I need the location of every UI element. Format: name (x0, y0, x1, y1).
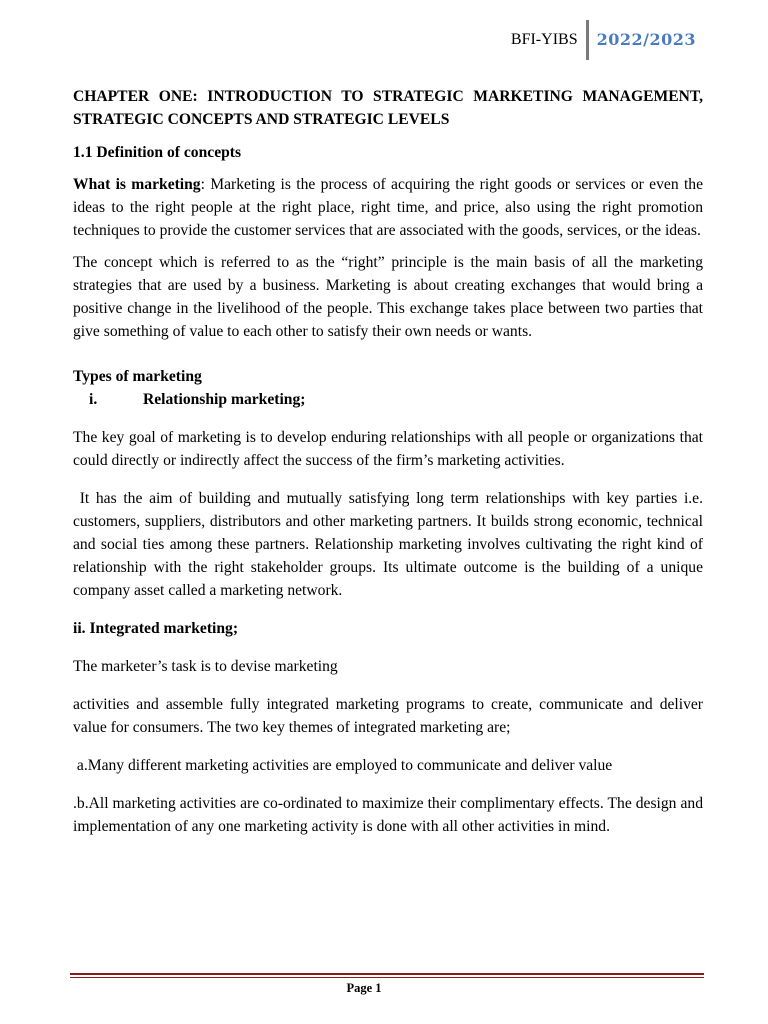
document-body (73, 85, 707, 838)
relationship-paragraph-2: It has the aim of building and mutually satisfying long term relationships with key parties i.e. customers, suppliers, distributors and other marketing partners. It builds strong economic, technical and social ties among these partners. Relationship marketing involves cultivating the right kind of relationship with the right stakeholder groups. Its ultimate outcome is the building of a unique company asset called a marketing network. (73, 490, 707, 599)
right-principle-paragraph: The concept which is referred to as the “right” principle is the main basis of all the marketing strategies that are used by a business. Marketing is about creating exchanges that would bring a positive change in the livelihood of the people. This exchange takes place between two parties that give something of value to each other to satisfy their own needs or wants. (73, 254, 703, 340)
list-item-relationship (73, 388, 703, 411)
term-what-is-marketing: What is marketing (73, 176, 201, 193)
definition-paragraph (73, 173, 703, 242)
footer-rule-thin (70, 977, 704, 978)
definition-text: : Marketing is the process of acquiring the right goods or services or even the ideas to the right people at the right place, right time, and price, also using the right promotion techniques to provide the customer services that are associated with the goods, services, or the ideas. (73, 176, 703, 239)
list-number: i. (89, 391, 98, 408)
footer-rule (70, 973, 704, 978)
footer-rule-thick (70, 973, 704, 975)
integrated-paragraph-1: The marketer’s task is to devise marketing (73, 658, 338, 675)
theme-a: a.Many different marketing activities are employed to communicate and deliver value (73, 757, 613, 774)
theme-b: .b.All marketing activities are co-ordinated to maximize their complimentary effects. The design and implementation of any one marketing activity is done with all other activities in mind. (73, 795, 703, 835)
section-heading: 1.1 Definition of concepts (73, 144, 242, 161)
integrated-paragraph-2: activities and assemble fully integrated marketing programs to create, communicate and deliver value for consumers. The two key themes of integrated marketing are; (73, 696, 703, 736)
list-label: Relationship marketing; (143, 391, 306, 408)
header-year: 2022/2023 (596, 30, 696, 49)
types-heading: Types of marketing (73, 368, 202, 385)
chapter-title: CHAPTER ONE: INTRODUCTION TO STRATEGIC MARKETING MANAGEMENT, STRATEGIC CONCEPTS AND STRATEGIC LEVELS (73, 88, 703, 128)
page-header (511, 20, 696, 60)
page-number: Page 1 (346, 981, 382, 995)
relationship-paragraph-1: The key goal of marketing is to develop enduring relationships with all people or organizations that could directly or indirectly affect the success of the firm’s marketing activities. (73, 429, 703, 469)
integrated-heading: ii. Integrated marketing; (73, 620, 239, 637)
header-org: BFI-YIBS (510, 31, 578, 48)
